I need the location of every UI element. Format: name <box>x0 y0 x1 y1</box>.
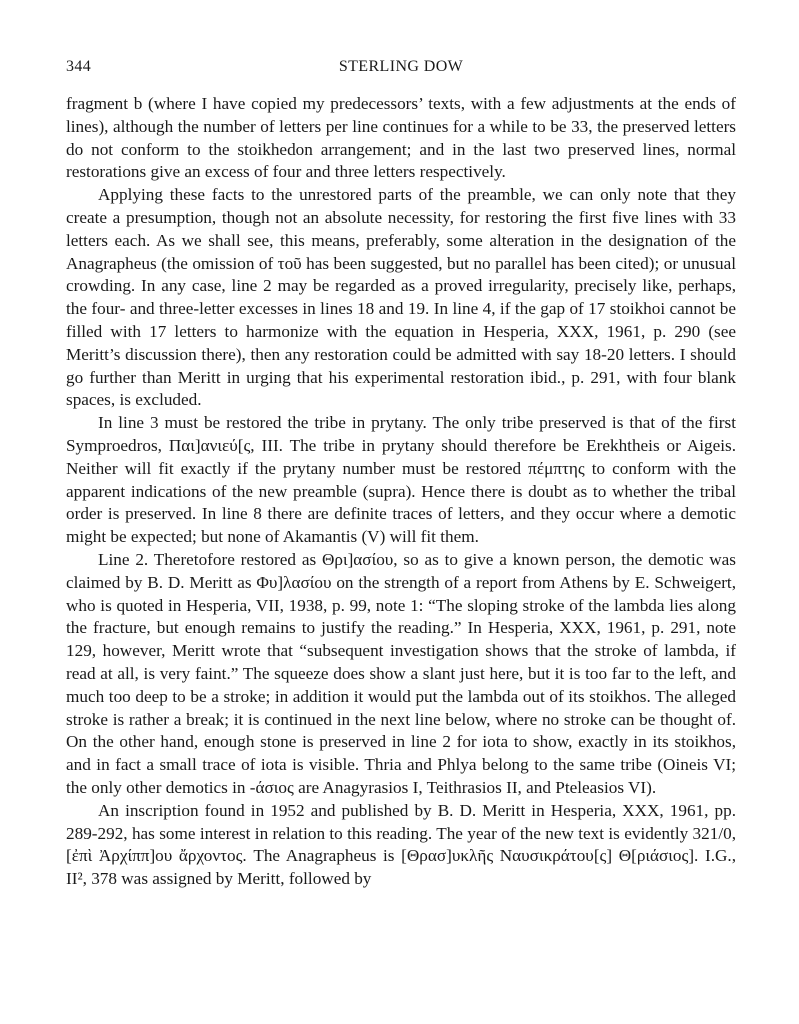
paragraph: fragment b (where I have copied my predecessors’ texts, with a few adjustments at the ends of lines), although the number of letters per line continues for a while to be 33, the preserved letters do not conform to the stoikhedon arrangement; and in the last two preserved lines, normal restorations give an excess of four and three letters respectively. <box>66 94 736 182</box>
paragraph: An inscription found in 1952 and published by B. D. Meritt in Hesperia, XXX, 1961, pp. 289-292, has some interest in relation to this reading. The year of the new text is evidently 321/0, [ἐπὶ Ἀρχίππ]ου ἄρχοντος. The Anagrapheus is [Θρασ]υκλῆς Ναυσικράτου[ς] Θ[ριάσιος]. I.G., II², 378 was assigned by Meritt, followed by <box>66 800 736 889</box>
page-header <box>66 58 736 80</box>
paragraph: Applying these facts to the unrestored parts of the preamble, we can only note that they create a presumption, though not an absolute necessity, for restoring the first five lines with 33 letters each. As we shall see, this means, preferably, some alteration in the designation of the Anagrapheus (the omission of τοῦ has been suggested, but no parallel has been cited); or unusual crowding. In any case, line 2 may be regarded as a proved irregularity, precisely like, perhaps, the four- and three-letter excesses in lines 18 and 19. In line 4, if the gap of 17 stoikhoi cannot be filled with 17 letters to harmonize with the equation in Hesperia, XXX, 1961, p. 290 (see Meritt’s discussion there), then any restoration could be admitted with say 18-20 letters. I should go further than Meritt in urging that his experimental restoration ibid., p. 291, with four blank spaces, is excluded. <box>66 185 736 410</box>
body-text <box>66 93 736 891</box>
paragraph: In line 3 must be restored the tribe in prytany. The only tribe preserved is that of the first Symproedros, Παι]ανιεύ[ς, III. The tribe in prytany should therefore be Erekhtheis or Aigeis. Neither will fit exactly if the prytany number must be restored πέμπτης to conform with the apparent indications of the new preamble (supra). Hence there is doubt as to whether the tribal order is preserved. In line 8 there are definite traces of letters, and they occur where a demotic might be expected; but none of Akamantis (V) will fit them. <box>66 413 736 547</box>
paragraph: Line 2. Theretofore restored as Θρι]ασίου, so as to give a known person, the demotic was claimed by B. D. Meritt as Φυ]λασίου on the strength of a report from Athens by E. Schweigert, who is quoted in Hesperia, VII, 1938, p. 99, note 1: “The sloping stroke of the lambda lies along the fracture, but enough remains to justify the reading.” In Hesperia, XXX, 1961, p. 291, note 129, however, Meritt wrote that “subsequent investigation shows that the stroke of lambda, if read at all, is very faint.” The squeeze does show a slant just here, but it is too far to the left, and much too deep to be a stroke; in addition it would put the lambda out of its stoikhos. The alleged stroke is rather a break; it is continued in the next line below, where no stroke can be thought of. On the other hand, enough stone is preserved in line 2 for iota to show, exactly in its stoikhos, and in fact a small trace of iota is visible. Thria and Phlya belong to the same tribe (Oineis VI; the only other demotics in -άσιος are Anagyrasios I, Teithrasios II, and Pteleasios VI). <box>66 549 736 797</box>
page-number: 344 <box>66 58 92 75</box>
running-head: STERLING DOW <box>338 58 464 75</box>
